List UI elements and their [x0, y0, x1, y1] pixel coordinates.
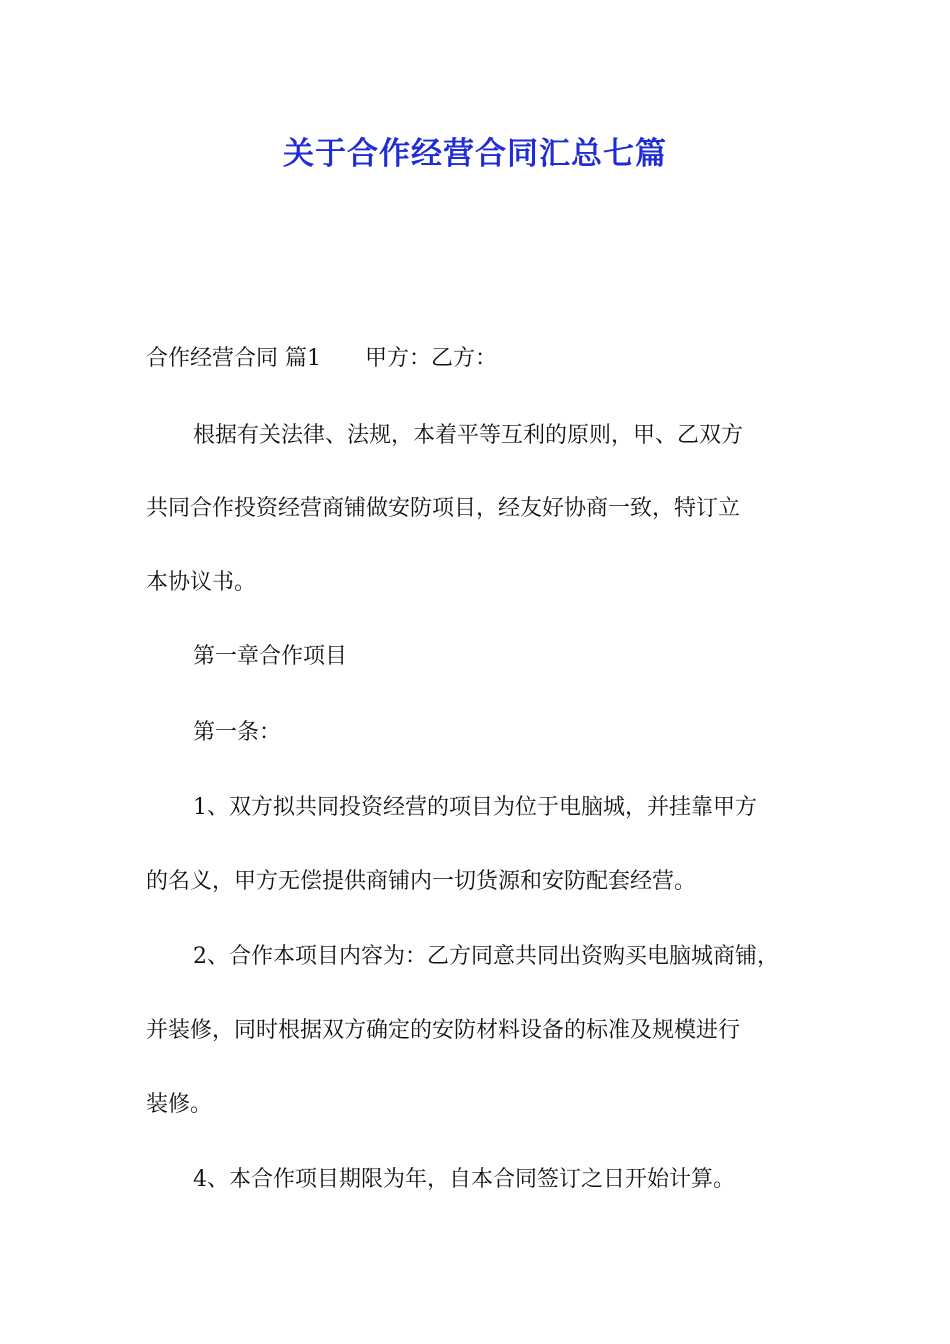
document-title: 关于合作经营合同汇总七篇: [283, 136, 667, 172]
body-line: 装修。: [146, 1092, 213, 1117]
body-line: 共同合作投资经营商铺做安防项目，经友好协商一致，特订立: [146, 496, 741, 521]
body-line: 本协议书。: [146, 570, 257, 595]
contract-header-line: [146, 339, 816, 379]
chapter-heading: 第一章合作项目: [193, 644, 348, 669]
body-line: 4、本合作项目期限为年，自本合同签订之日开始计算。: [193, 1167, 735, 1192]
body-line: 根据有关法律、法规，本着平等互利的原则，甲、乙双方: [193, 423, 744, 448]
contract-label: 合作经营合同 篇1: [146, 346, 321, 371]
article-heading: 第一条：: [193, 720, 282, 745]
parties-label: 甲方：乙方：: [365, 346, 498, 371]
body-line: 2、合作本项目内容为：乙方同意共同出资购买电脑城商铺，: [193, 944, 779, 969]
body-line: 1、双方拟共同投资经营的项目为位于电脑城，并挂靠甲方: [193, 795, 757, 820]
body-line: 并装修，同时根据双方确定的安防材料设备的标准及规模进行: [146, 1018, 741, 1043]
body-line: 的名义，甲方无偿提供商铺内一切货源和安防配套经营。: [146, 869, 697, 894]
